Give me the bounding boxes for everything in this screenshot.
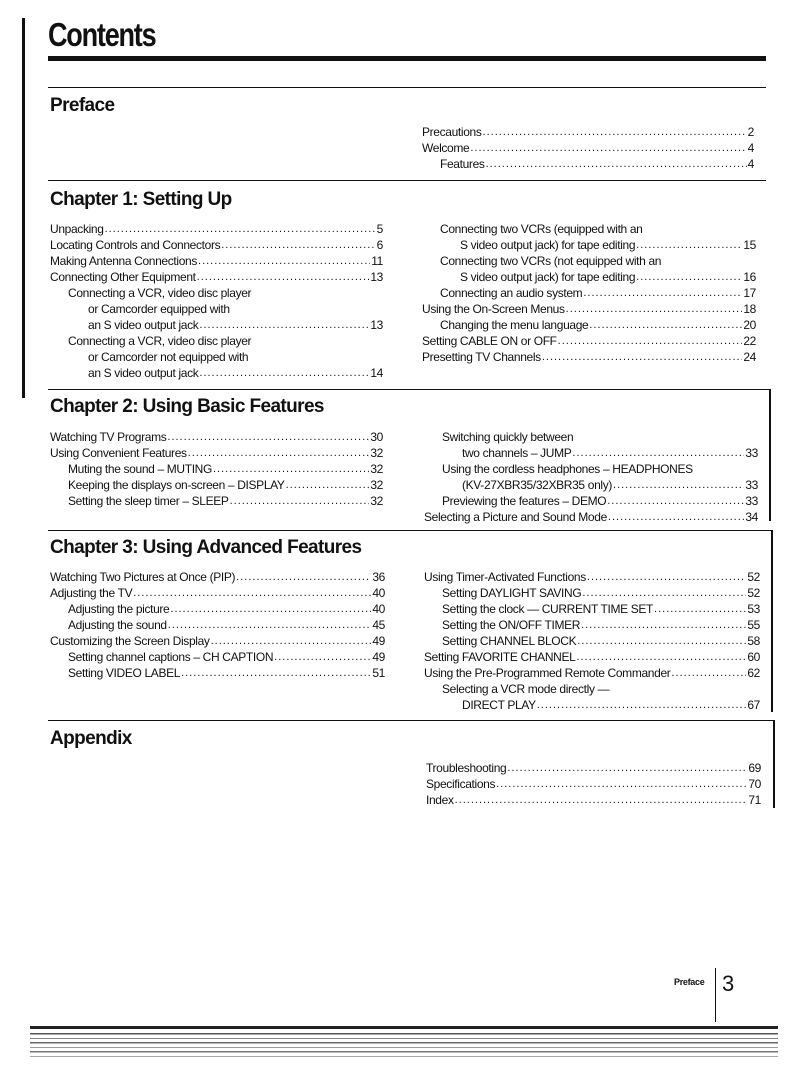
toc-dot-leader [583,285,742,301]
toc-dot-leader [170,601,371,617]
section-rule-chapter-3 [48,530,772,531]
toc-dot-leader [654,601,746,617]
toc-entry [50,317,383,333]
toc-entry [424,681,760,697]
toc-entry-page: 24 [743,350,756,364]
toc-entry-title: Connecting a VCR, video disc player [68,334,252,348]
toc-entry-page: 34 [745,510,758,524]
chapter-3-right-column [424,569,760,713]
toc-entry [422,269,756,285]
toc-entry [422,301,756,317]
toc-entry [50,445,383,461]
toc-entry-title: an S video output jack [88,318,199,332]
toc-entry-title: Setting CABLE ON or OFF [422,334,557,348]
toc-dot-leader [230,493,370,509]
chapter-3-left-column [50,569,385,681]
toc-entry-title: Index [426,793,454,807]
toc-entry-page: 5 [376,222,383,236]
toc-entry [50,237,383,253]
toc-dot-leader [213,461,369,477]
toc-dot-leader [581,617,746,633]
section-side-bar-chapter-2 [769,389,771,521]
section-rule-appendix [48,720,774,721]
toc-entry-page: 4 [747,157,754,171]
toc-entry-page: 18 [743,302,756,316]
toc-dot-leader [236,569,371,585]
toc-entry-title: Connecting Other Equipment [50,270,196,284]
toc-dot-leader [167,429,369,445]
toc-entry [424,445,758,461]
toc-entry [50,285,383,301]
appendix-right-column [426,760,761,808]
toc-dot-leader [168,617,372,633]
toc-entry [50,221,383,237]
toc-entry-title: Setting VIDEO LABEL [68,666,181,680]
section-rule-chapter-1 [48,180,766,181]
toc-entry-page: 33 [745,446,758,460]
toc-entry [50,633,385,649]
toc-entry [50,601,385,617]
toc-dot-leader [572,445,744,461]
toc-entry-title: Previewing the features – DEMO [442,494,607,508]
toc-entry [422,221,756,237]
section-heading-appendix: Appendix [50,728,132,749]
toc-dot-leader [199,317,369,333]
toc-entry-title: two channels – JUMP [462,446,572,460]
toc-entry-page: 32 [370,494,383,508]
toc-entry-page: 4 [747,141,754,155]
toc-entry-page: 16 [743,270,756,284]
toc-entry-title: Setting FAVORITE CHANNEL [424,650,576,664]
toc-entry-title: Specifications [426,777,496,791]
toc-dot-leader [582,585,746,601]
toc-entry [424,649,760,665]
toc-entry-title: Locating Controls and Connectors [50,238,221,252]
toc-entry [424,493,758,509]
toc-entry-page: 62 [747,666,760,680]
toc-entry-page: 40 [372,586,385,600]
left-margin-bar [22,18,25,398]
toc-entry-title: Adjusting the picture [68,602,170,616]
toc-entry-page: 33 [745,478,758,492]
toc-entry-title: Watching TV Programs [50,430,167,444]
toc-entry-page: 60 [747,650,760,664]
toc-entry-title: DIRECT PLAY [462,698,536,712]
toc-entry-title: Adjusting the sound [68,618,167,632]
chapter-1-right-column [422,221,756,365]
toc-entry-page: 6 [376,238,383,252]
toc-dot-leader [558,333,743,349]
toc-entry [424,617,760,633]
toc-entry-title: Connecting an audio system [440,286,583,300]
section-heading-chapter-2: Chapter 2: Using Basic Features [50,396,324,417]
toc-entry-page: 15 [743,238,756,252]
toc-entry [424,477,758,493]
toc-entry-title: Using the Pre-Programmed Remote Commander [424,666,671,680]
toc-entry-page: 22 [743,334,756,348]
toc-dot-leader [133,585,371,601]
toc-dot-leader [181,665,371,681]
toc-entry-page: 33 [745,494,758,508]
toc-entry-title: Features [440,157,485,171]
toc-entry [422,285,756,301]
toc-dot-leader [211,633,372,649]
toc-entry [422,349,756,365]
toc-entry [424,585,760,601]
toc-entry [422,124,754,140]
toc-dot-leader [198,253,370,269]
page-title: Contents [48,16,156,53]
toc-entry-page: 51 [372,666,385,680]
toc-dot-leader [470,140,746,156]
toc-entry-title: Presetting TV Channels [422,350,541,364]
toc-entry [424,461,758,477]
toc-entry [424,633,760,649]
toc-entry [422,333,756,349]
toc-entry-page: 2 [747,125,754,139]
section-side-bar-chapter-3 [771,530,773,712]
toc-entry-page: 32 [370,462,383,476]
toc-entry-title: Using the cordless headphones – HEADPHONES [442,462,693,476]
toc-dot-leader [199,365,369,381]
toc-entry [50,333,383,349]
toc-dot-leader [496,776,747,792]
toc-entry-title: Troubleshooting [426,761,507,775]
toc-entry-title: Welcome [422,141,470,155]
toc-entry [50,301,383,317]
toc-entry-title: Customizing the Screen Display [50,634,210,648]
toc-entry-title: or Camcorder not equipped with [88,350,249,364]
chapter-1-left-column [50,221,383,381]
section-rule-preface [48,87,766,88]
toc-dot-leader [274,649,371,665]
toc-entry-title: Using the On-Screen Menus [422,302,565,316]
toc-entry [50,569,385,585]
preface-right-column [422,124,754,172]
toc-entry-page: 14 [370,366,383,380]
toc-entry-title: Making Antenna Connections [50,254,198,268]
toc-entry-page: 49 [372,634,385,648]
toc-entry [422,140,754,156]
toc-entry-page: 52 [747,586,760,600]
toc-entry [424,509,758,525]
chapter-2-left-column [50,429,383,509]
toc-entry [422,317,756,333]
toc-entry-title: Connecting a VCR, video disc player [68,286,252,300]
toc-dot-leader [587,569,746,585]
toc-dot-leader [566,301,743,317]
toc-dot-leader [105,221,376,237]
toc-entry [426,760,761,776]
toc-entry [424,697,760,713]
toc-entry [424,601,760,617]
toc-entry-title: Selecting a Picture and Sound Mode [424,510,607,524]
toc-dot-leader [671,665,746,681]
toc-entry-title: Setting the clock — CURRENT TIME SET [442,602,654,616]
toc-entry [50,253,383,269]
toc-dot-leader [636,237,742,253]
scan-artifact [30,1024,778,1064]
toc-entry [426,776,761,792]
chapter-2-right-column [424,429,758,525]
toc-dot-leader [507,760,747,776]
toc-entry [422,237,756,253]
toc-entry-page: 70 [748,777,761,791]
toc-entry [424,665,760,681]
toc-entry-title: Connecting two VCRs (equipped with an [440,222,643,236]
toc-entry [50,477,383,493]
toc-entry-title: Selecting a VCR mode directly — [442,682,610,696]
toc-entry [50,349,383,365]
toc-entry-title: Setting DAYLIGHT SAVING [442,586,582,600]
toc-dot-leader [577,633,746,649]
toc-entry-page: 71 [748,793,761,807]
toc-dot-leader [542,349,743,365]
toc-dot-leader [221,237,375,253]
toc-entry-page: 49 [372,650,385,664]
toc-dot-leader [608,509,744,525]
toc-entry [424,569,760,585]
toc-entry [422,253,756,269]
toc-entry-title: Setting the sleep timer – SLEEP [68,494,229,508]
section-side-bar-appendix [773,720,775,808]
toc-dot-leader [607,493,744,509]
toc-entry-title: Setting channel captions – CH CAPTION [68,650,274,664]
toc-entry-title: Connecting two VCRs (not equipped with an [440,254,662,268]
toc-entry-title: Using Timer-Activated Functions [424,570,586,584]
toc-dot-leader [576,649,746,665]
toc-entry-title: Changing the menu language [440,318,589,332]
toc-entry-page: 58 [747,634,760,648]
toc-dot-leader [589,317,742,333]
toc-entry-title: Setting CHANNEL BLOCK [442,634,577,648]
toc-entry-title: or Camcorder equipped with [88,302,230,316]
toc-entry-page: 40 [372,602,385,616]
toc-entry-title: S video output jack) for tape editing [460,238,636,252]
toc-entry [50,365,383,381]
toc-dot-leader [613,477,744,493]
toc-entry-title: Unpacking [50,222,104,236]
title-rule [48,56,766,61]
toc-entry-title: Adjusting the TV [50,586,133,600]
toc-entry-page: 67 [747,698,760,712]
toc-entry-page: 20 [743,318,756,332]
section-heading-chapter-3: Chapter 3: Using Advanced Features [50,537,362,558]
toc-entry-title: (KV-27XBR35/32XBR35 only) [462,478,613,492]
toc-entry-page: 32 [370,478,383,492]
toc-entry-page: 30 [370,430,383,444]
toc-entry-page: 45 [372,618,385,632]
toc-entry-page: 11 [371,254,383,268]
footer-section-label: Preface [674,977,705,987]
footer-divider [715,968,716,1022]
toc-dot-leader [483,124,747,140]
toc-entry-title: Keeping the displays on-screen – DISPLAY [68,478,285,492]
toc-entry [422,156,754,172]
toc-entry-page: 32 [370,446,383,460]
toc-dot-leader [455,792,748,808]
toc-entry-page: 52 [747,570,760,584]
toc-entry [50,461,383,477]
toc-entry-title: Setting the ON/OFF TIMER [442,618,581,632]
toc-entry-title: Watching Two Pictures at Once (PIP) [50,570,236,584]
toc-entry-title: Muting the sound – MUTING [68,462,212,476]
section-heading-chapter-1: Chapter 1: Setting Up [50,189,232,210]
toc-entry-page: 69 [748,761,761,775]
toc-entry-page: 55 [747,618,760,632]
toc-entry-page: 36 [372,570,385,584]
toc-dot-leader [486,156,747,172]
toc-entry-page: 17 [743,286,756,300]
toc-entry-page: 53 [747,602,760,616]
toc-entry [50,649,385,665]
toc-entry [50,493,383,509]
toc-entry-title: Precautions [422,125,482,139]
toc-dot-leader [636,269,742,285]
toc-entry-page: 13 [370,270,383,284]
toc-entry-title: an S video output jack [88,366,199,380]
section-heading-preface: Preface [50,95,115,116]
toc-dot-leader [286,477,370,493]
toc-dot-leader [537,697,747,713]
toc-entry-title: S video output jack) for tape editing [460,270,636,284]
toc-entry [424,429,758,445]
toc-entry-title: Switching quickly between [442,430,574,444]
section-rule-chapter-2 [48,389,770,390]
toc-dot-leader [188,445,370,461]
toc-entry [50,429,383,445]
page-number: 3 [722,971,735,996]
toc-entry [50,585,385,601]
toc-dot-leader [197,269,370,285]
toc-entry [50,269,383,285]
toc-entry-title: Using Convenient Features [50,446,187,460]
toc-entry [50,617,385,633]
toc-entry-page: 13 [370,318,383,332]
toc-entry [426,792,761,808]
toc-entry [50,665,385,681]
